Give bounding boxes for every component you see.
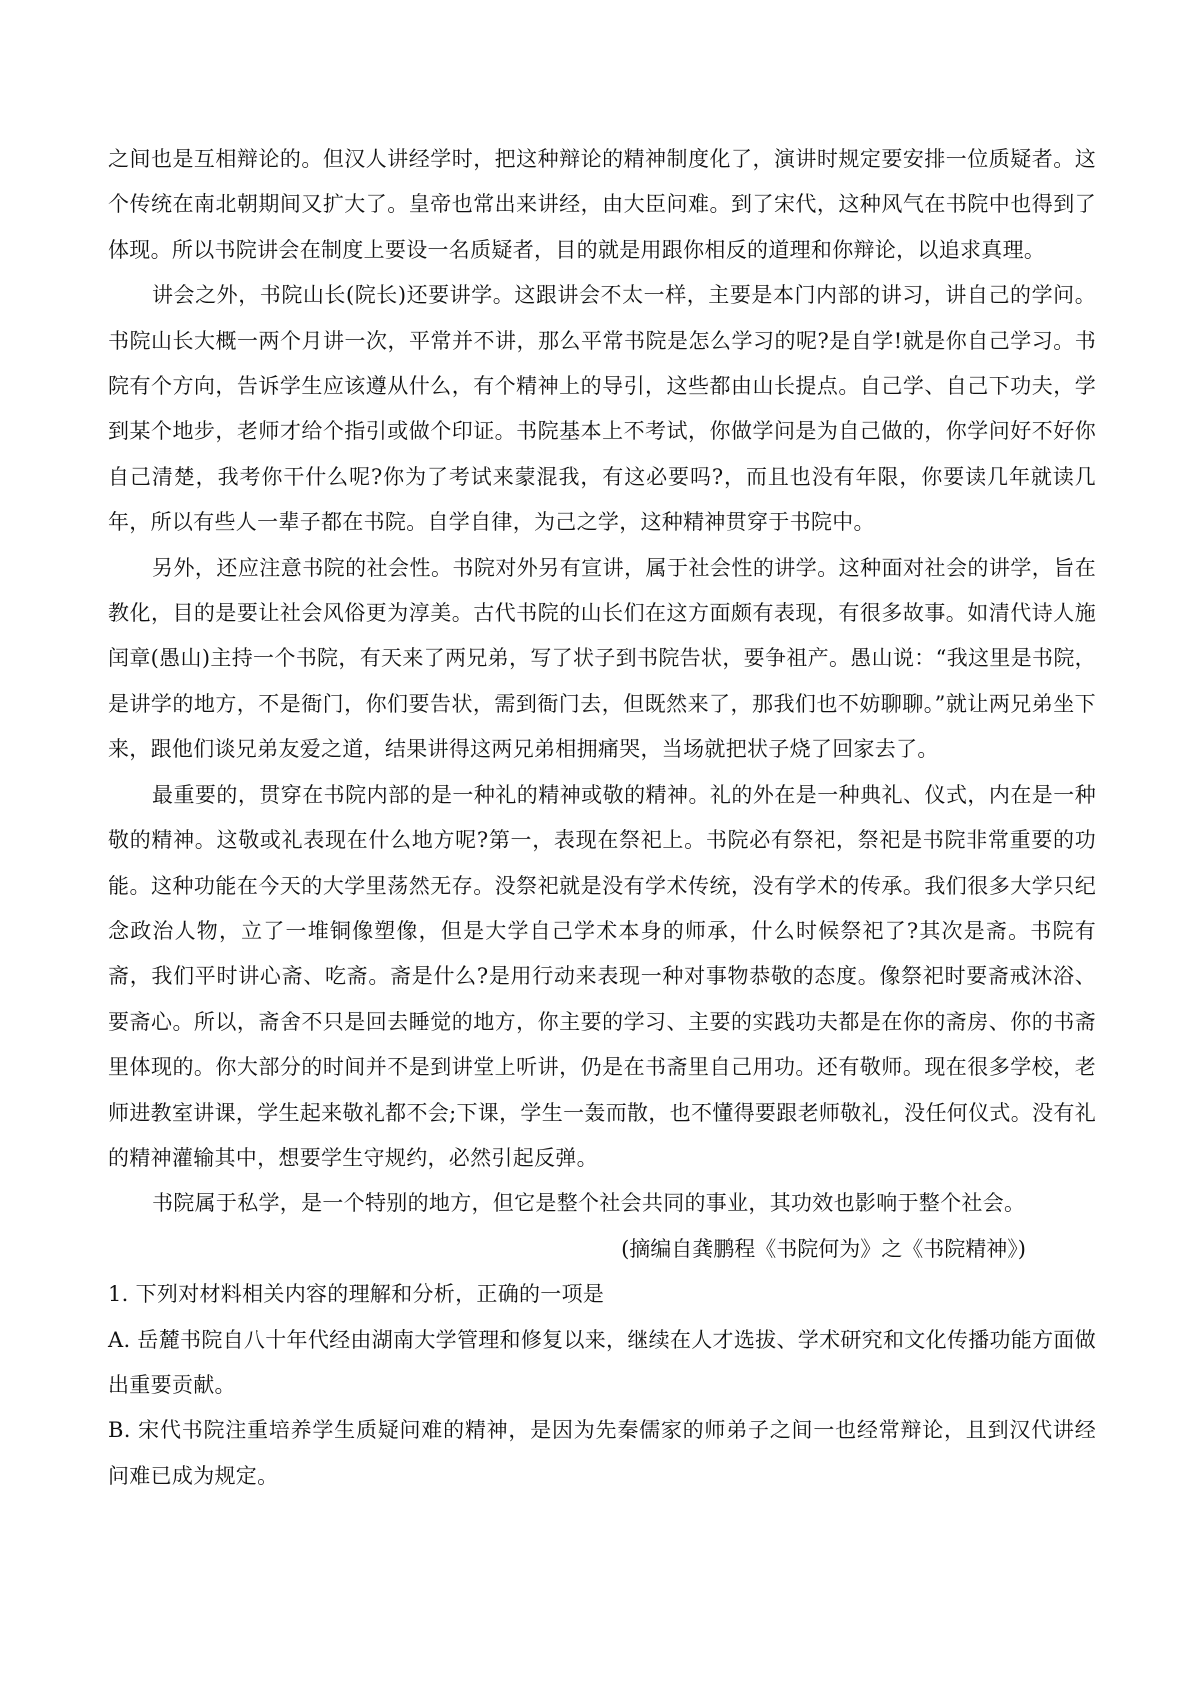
question-stem: 1. 下列对材料相关内容的理解和分析，正确的一项是 xyxy=(108,1282,605,1307)
document-page xyxy=(108,137,1096,1499)
article-paragraph-5: 书院属于私学，是一个特别的地方，但它是整个社会共同的事业，其功效也影响于整个社会。 xyxy=(152,1191,1026,1216)
question-option-b: B. 宋代书院注重培养学生质疑问难的精神，是因为先秦儒家的师弟子之间一也经常辩论，且到汉代讲经问难已成为规定。 xyxy=(108,1418,1096,1488)
article-source-citation: (摘编自龚鹏程《书院何为》之《书院精神》) xyxy=(621,1236,1026,1261)
article-paragraph-1: 之间也是互相辩论的。但汉人讲经学时，把这种辩论的精神制度化了，演讲时规定要安排一位质疑者。这个传统在南北朝期间又扩大了。皇帝也常出来讲经，由大臣问难。到了宋代，这种风气在书院中也得到了体现。所以书院讲会在制度上要设一名质疑者，目的就是用跟你相反的道理和你辩论，以追求真理。 xyxy=(108,147,1096,262)
article-paragraph-3: 另外，还应注意书院的社会性。书院对外另有宣讲，属于社会性的讲学。这种面对社会的讲学，旨在教化，目的是要让社会风俗更为淳美。古代书院的山长们在这方面颇有表现，有很多故事。如清代诗人施闰章(愚山)主持一个书院，有天来了两兄弟，写了状子到书院告状，要争祖产。愚山说：“我这里是书院，是讲学的地方，不是衙门，你们要告状，需到衙门去，但既然来了，那我们也不妨聊聊。”就让两兄弟坐下来，跟他们谈兄弟友爱之道，结果讲得这两兄弟相拥痛哭，当场就把状子烧了回家去了。 xyxy=(108,555,1096,762)
article-paragraph-4: 最重要的，贯穿在书院内部的是一种礼的精神或敬的精神。礼的外在是一种典礼、仪式，内在是一种敬的精神。这敬或礼表现在什么地方呢?第一，表现在祭祀上。书院必有祭祀，祭祀是书院非常重要的功能。这种功能在今天的大学里荡然无存。没祭祀就是没有学术传统，没有学术的传承。我们很多大学只纪念政治人物，立了一堆铜像塑像，但是大学自己学术本身的师承，什么时候祭祀了?其次是斋。书院有斋，我们平时讲心斋、吃斋。斋是什么?是用行动来表现一种对事物恭敬的态度。像祭祀时要斋戒沐浴、要斋心。所以，斋舍不只是回去睡觉的地方，你主要的学习、主要的实践功夫都是在你的斋房、你的书斋里体现的。你大部分的时间并不是到讲堂上听讲，仍是在书斋里自己用功。还有敬师。现在很多学校，老师进教室讲课，学生起来敬礼都不会;下课，学生一轰而散，也不懂得要跟老师敬礼，没任何仪式。没有礼的精神灌输其中，想要学生守规约，必然引起反弹。 xyxy=(108,782,1096,1170)
article-paragraph-2: 讲会之外，书院山长(院长)还要讲学。这跟讲会不太一样，主要是本门内部的讲习，讲自己的学问。书院山长大概一两个月讲一次，平常并不讲，那么平常书院是怎么学习的呢?是自学!就是你自己学习。书院有个方向，告诉学生应该遵从什么，有个精神上的导引，这些都由山长提点。自己学、自己下功夫，学到某个地步，老师才给个指引或做个印证。书院基本上不考试，你做学问是为自己做的，你学问好不好你自己清楚，我考你干什么呢?你为了考试来蒙混我，有这必要吗?，而且也没有年限，你要读几年就读几年，所以有些人一辈子都在书院。自学自律，为己之学，这种精神贯穿于书院中。 xyxy=(108,283,1096,535)
question-option-a: A. 岳麓书院自八十年代经由湖南大学管理和修复以来，继续在人才选拔、学术研究和文化传播功能方面做出重要贡献。 xyxy=(108,1327,1096,1397)
